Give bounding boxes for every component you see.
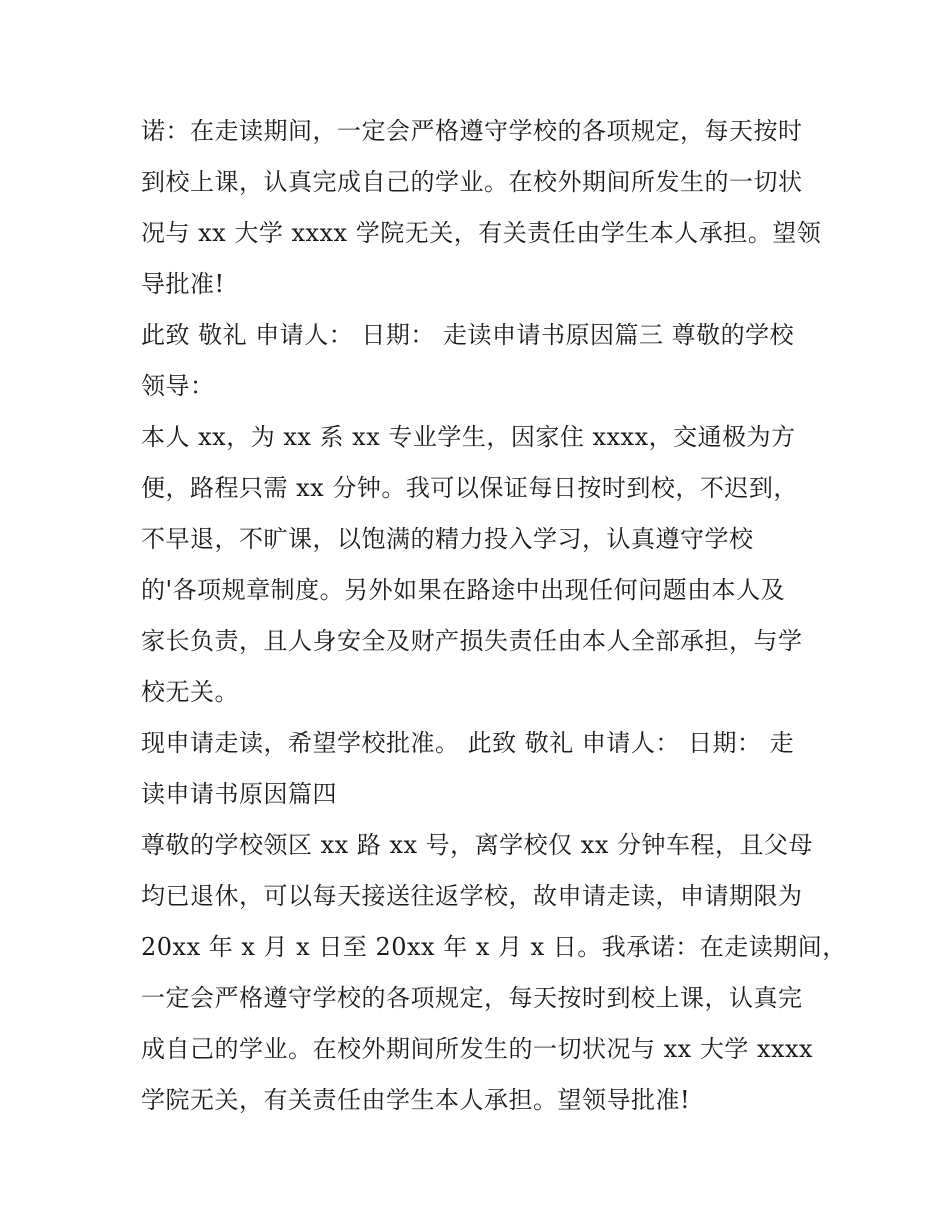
document-text-body bbox=[141, 111, 847, 1131]
text-line: 一定会严格遵守学校的各项规定，每天按时到校上课，认真完 bbox=[141, 984, 803, 1012]
text-line: 尊敬的学校领区 xx 路 xx 号，离学校仅 xx 分钟车程，且父母 bbox=[141, 831, 813, 859]
text-line: 均已退休，可以每天接送往返学校，故申请走读，申请期限为 bbox=[141, 882, 803, 910]
text-line: 不早退，不旷课，以饱满的精力投入学习，认真遵守学校 bbox=[141, 525, 754, 553]
text-line: 成自己的学业。在校外期间所发生的一切状况与 xx 大学 xxxx bbox=[141, 1035, 814, 1063]
text-line: 家长负责，且人身安全及财产损失责任由本人全部承担，与学 bbox=[141, 627, 803, 655]
text-line: 此致 敬礼 申请人： 日期： 走读申请书原因篇三 尊敬的学校 bbox=[141, 321, 795, 349]
text-line: 校无关。 bbox=[141, 678, 239, 706]
text-line: 便，路程只需 xx 分钟。我可以保证每日按时到校，不迟到， bbox=[141, 474, 798, 502]
text-line: 的'各项规章制度。另外如果在路途中出现任何问题由本人及 bbox=[141, 576, 786, 604]
text-line: 诺：在走读期间，一定会严格遵守学校的各项规定，每天按时 bbox=[141, 117, 803, 145]
text-line: 学院无关，有关责任由学生本人承担。望领导批准! bbox=[141, 1086, 691, 1114]
text-line: 读申请书原因篇四 bbox=[141, 780, 337, 808]
text-line: 况与 xx 大学 xxxx 学院无关，有关责任由学生本人承担。望领 bbox=[141, 219, 822, 247]
text-line: 到校上课，认真完成自己的学业。在校外期间所发生的一切状 bbox=[141, 168, 803, 196]
text-line: 领导： bbox=[141, 372, 215, 400]
text-line: 现申请走读，希望学校批准。 此致 敬礼 申请人： 日期： 走 bbox=[141, 729, 795, 757]
text-line: 本人 xx，为 xx 系 xx 专业学生，因家住 xxxx，交通极为方 bbox=[141, 423, 796, 451]
text-line: 导批准! bbox=[141, 270, 225, 298]
text-line: 20xx 年 x 月 x 日至 20xx 年 x 月 x 日。我承诺：在走读期间， bbox=[141, 933, 847, 961]
